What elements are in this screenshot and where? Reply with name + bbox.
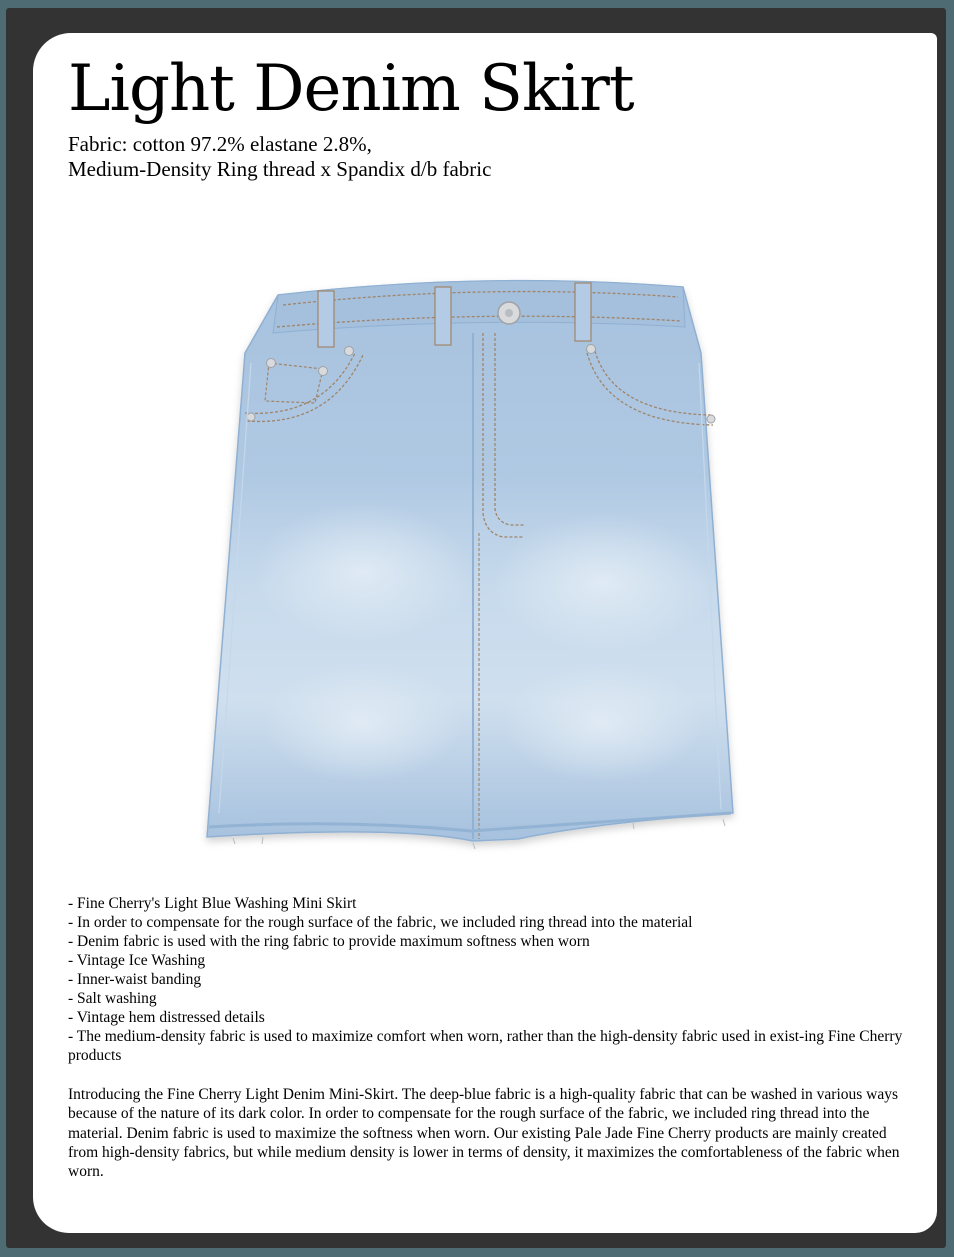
feature-item: - Vintage Ice Washing: [68, 952, 206, 969]
product-sheet: [33, 33, 937, 1233]
denim-skirt-image: [173, 253, 793, 853]
fabric-composition: Fabric: cotton 97.2% elastane 2.8%,: [68, 132, 372, 156]
fabric-type: Medium-Density Ring thread x Spandix d/b fabric: [68, 157, 492, 181]
torn-paper-frame: [6, 8, 946, 1248]
feature-item: - Fine Cherry's Light Blue Washing Mini Skirt: [68, 895, 357, 912]
feature-item: - In order to compensate for the rough surface of the fabric, we included ring thread into the material: [68, 914, 693, 931]
feature-item: - Inner-waist banding: [68, 971, 202, 988]
feature-item: - Salt washing: [68, 990, 157, 1007]
fabric-info: [68, 132, 491, 182]
feature-item: - Vintage hem distressed details: [68, 1009, 265, 1026]
feature-item: - Denim fabric is used with the ring fabric to provide maximum softness when worn: [68, 933, 590, 950]
page-title: Light Denim Skirt: [68, 52, 634, 126]
feature-list: [68, 894, 918, 1065]
feature-item: - The medium-density fabric is used to maximize comfort when worn, rather than the high-density fabric used in exist-ing Fine Cherry products: [68, 1028, 903, 1064]
product-description: Introducing the Fine Cherry Light Denim Mini-Skirt. The deep-blue fabric is a high-quality fabric that can be washed in various ways because of the nature of its dark color. In order to compensate for the rough surface of the fabric, we included ring thread into the material. Denim fabric is used to maximize the softness when worn. Our existing Pale Jade Fine Cherry products are mainly created from high-density fabrics, but while medium density is lower in terms of density, it maximizes the comfortableness of the fabric when worn.: [68, 1086, 900, 1181]
